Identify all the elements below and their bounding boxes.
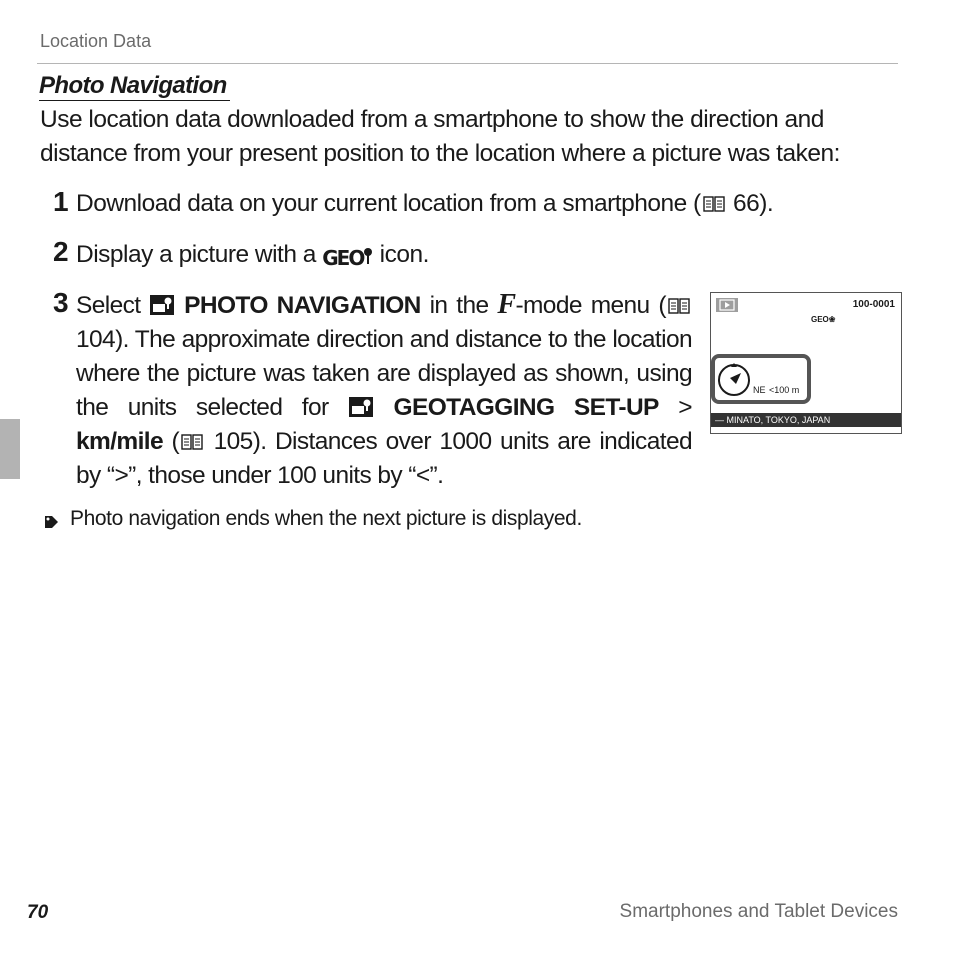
section-title: Photo Navigation xyxy=(39,71,230,101)
note-icon xyxy=(43,514,59,530)
running-header: Location Data xyxy=(40,31,152,51)
km-mile-label: km/mile xyxy=(76,428,164,455)
step-1-page-ref[interactable]: 66 xyxy=(733,190,760,217)
step-3-page-ref-1[interactable]: 104 xyxy=(76,326,116,353)
step-3-separator: > xyxy=(678,394,692,421)
step-3-in-the: in the xyxy=(429,292,489,319)
photo-navigation-icon xyxy=(348,396,374,418)
step-3-select: Select xyxy=(76,292,141,319)
location-bar: — MINATO, TOKYO, JAPAN xyxy=(711,413,901,427)
screen-geo-label: GEO xyxy=(811,315,829,324)
header-rule xyxy=(37,63,898,64)
book-icon xyxy=(668,298,690,315)
f-mode-icon: F xyxy=(497,289,516,320)
step-2-number: 2 xyxy=(53,236,68,267)
step-3-page-ref-2[interactable]: 105 xyxy=(213,428,253,455)
geotagging-setup-label: GEOTAGGING SET-UP xyxy=(393,394,659,421)
step-1-number: 1 xyxy=(53,186,68,217)
screen-geo-icon: GEO❀ xyxy=(811,315,836,324)
step-1-post: ). xyxy=(759,190,774,217)
photo-navigation-icon xyxy=(149,294,175,316)
step-3-text: Select PHOTO NAVIGATION in the F-mode menu ( 104). The approximate direction and distance to the location where the picture was taken are displayed as shown, using the units selected for GEOTAGGING SET-UP > km/mile ( 105). Distances over 1000 units are indicated by “>”, those under 100 units by “<”. xyxy=(76,289,692,489)
direction-readout: NE xyxy=(753,385,766,395)
chapter-tab xyxy=(0,419,20,479)
intro-paragraph: Use location data downloaded from a smartphone to show the direction and distance from your present position to the location where a picture was taken: xyxy=(40,106,840,167)
playback-icon xyxy=(716,298,738,312)
step-2-pre: Display a picture with a xyxy=(76,241,316,268)
camera-screen-illustration xyxy=(710,292,902,434)
distance-readout: <100 m xyxy=(769,385,800,395)
geo-pin-icon xyxy=(322,241,373,275)
frame-number: 100-0001 xyxy=(852,299,895,310)
step-3-mode-menu: -mode menu xyxy=(515,292,650,319)
book-icon xyxy=(703,196,725,213)
note-text: Photo navigation ends when the next picture is displayed. xyxy=(70,507,582,530)
step-3-number: 3 xyxy=(53,287,68,318)
step-3-text-1: ). The approximate direction and distance to the location where the picture was taken are displayed as shown, using the units selected for xyxy=(76,326,692,421)
step-1-pre: Download data on your current location from a smartphone ( xyxy=(76,190,701,217)
photo-navigation-label: PHOTO NAVIGATION xyxy=(184,292,421,319)
step-3-text-2: ). Distances over 1000 units are indicated by “>”, those under 100 units by “<”. xyxy=(76,428,692,489)
geo-icon-label: GEO xyxy=(322,246,364,270)
footer-chapter-title: Smartphones and Tablet Devices xyxy=(619,901,898,922)
step-2-text xyxy=(76,238,429,275)
page-number: 70 xyxy=(27,902,49,923)
step-2-post: icon. xyxy=(379,241,429,268)
compass-icon xyxy=(717,363,751,397)
step-1-text xyxy=(76,187,773,221)
book-icon xyxy=(181,434,203,451)
